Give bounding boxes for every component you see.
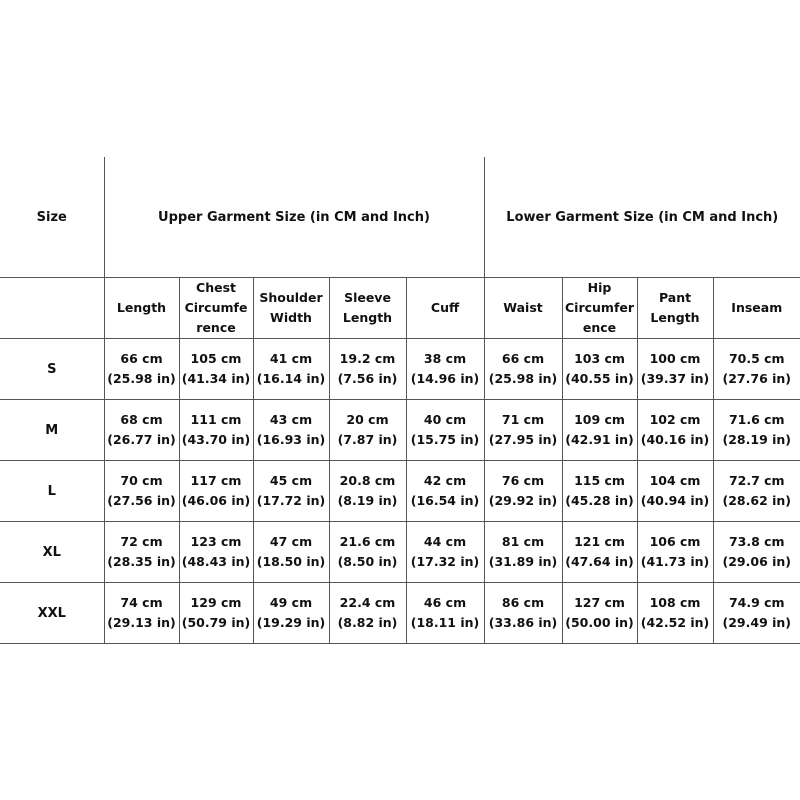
measurement-in: (17.72 in): [256, 493, 326, 508]
measurement-cell: [713, 400, 800, 461]
measurement-in: (46.06 in): [181, 493, 251, 508]
measurement-in: (33.86 in): [488, 615, 558, 630]
measurement-cm: 49 cm: [269, 595, 313, 610]
measurement-in: (25.98 in): [107, 371, 176, 386]
measurement-cell: [406, 583, 484, 644]
column-header-line: rence: [196, 320, 236, 335]
column-header-line: Width: [270, 310, 312, 325]
measurement-in: (41.34 in): [181, 371, 251, 386]
measurement-cell: [713, 583, 800, 644]
measurement-cell: [179, 461, 253, 522]
measurement-in: (15.75 in): [410, 432, 480, 447]
column-header-line: Length: [650, 310, 700, 325]
column-header-line: Pant: [658, 290, 692, 305]
measurement-cell: [637, 522, 713, 583]
table-row: [0, 583, 800, 644]
column-header: [104, 278, 179, 339]
measurement-cm: 105 cm: [190, 351, 242, 366]
measurement-cm: 43 cm: [269, 412, 313, 427]
measurement-in: (28.19 in): [722, 432, 792, 447]
measurement-cell: [484, 522, 562, 583]
measurement-cm: 41 cm: [269, 351, 313, 366]
size-header-spacer: [0, 278, 104, 339]
measurement-cm: 47 cm: [269, 534, 313, 549]
measurement-cm: 38 cm: [423, 351, 467, 366]
measurement-cell: [713, 461, 800, 522]
measurement-in: (29.49 in): [722, 615, 792, 630]
measurement-cell: [253, 583, 329, 644]
measurement-cm: 21.6 cm: [339, 534, 396, 549]
measurement-cm: 108 cm: [649, 595, 701, 610]
table-row: [0, 522, 800, 583]
measurement-cell: [637, 583, 713, 644]
measurement-cm: 129 cm: [190, 595, 242, 610]
measurement-in: (29.06 in): [722, 554, 792, 569]
measurement-cm: 102 cm: [649, 412, 701, 427]
measurement-cell: [562, 461, 637, 522]
measurement-in: (26.77 in): [107, 432, 176, 447]
measurement-cm: 72.7 cm: [728, 473, 785, 488]
group-header-row: [0, 157, 800, 278]
measurement-cm: 20 cm: [346, 412, 389, 427]
measurement-cm: 46 cm: [423, 595, 467, 610]
measurement-in: (8.50 in): [337, 554, 398, 569]
column-header: [637, 278, 713, 339]
column-header-line: Sleeve: [344, 290, 391, 305]
measurement-cell: [253, 522, 329, 583]
measurement-cm: 81 cm: [501, 534, 545, 549]
measurement-cell: [253, 400, 329, 461]
measurement-cell: [329, 339, 406, 400]
measurement-in: (40.94 in): [640, 493, 710, 508]
measurement-cell: [104, 583, 179, 644]
measurement-cm: 127 cm: [574, 595, 625, 610]
size-cell: [0, 339, 104, 400]
measurement-in: (28.62 in): [722, 493, 792, 508]
measurement-cell: [179, 522, 253, 583]
column-header-line: Waist: [503, 300, 543, 315]
size-column-header: [0, 157, 104, 278]
column-header-line: Circumfe: [184, 300, 248, 315]
measurement-cm: 70 cm: [120, 473, 163, 488]
measurement-cm: 109 cm: [574, 412, 625, 427]
measurement-in: (16.93 in): [256, 432, 326, 447]
column-header: [179, 278, 253, 339]
measurement-cm: 121 cm: [574, 534, 625, 549]
measurement-cell: [104, 339, 179, 400]
measurement-cm: 71.6 cm: [728, 412, 785, 427]
measurement-cell: [484, 461, 562, 522]
measurement-cell: [562, 339, 637, 400]
measurement-cm: 73.8 cm: [728, 534, 785, 549]
measurement-in: (28.35 in): [107, 554, 176, 569]
measurement-cell: [253, 461, 329, 522]
measurement-in: (41.73 in): [640, 554, 710, 569]
measurement-cm: 45 cm: [269, 473, 313, 488]
measurement-cm: 115 cm: [574, 473, 625, 488]
measurement-in: (27.76 in): [722, 371, 792, 386]
measurement-cell: [104, 400, 179, 461]
measurement-in: (42.52 in): [640, 615, 710, 630]
lower-garment-group-header: [484, 157, 800, 278]
measurement-cell: [562, 400, 637, 461]
measurement-cell: [484, 583, 562, 644]
measurement-cell: [713, 522, 800, 583]
measurement-cell: [179, 400, 253, 461]
measurement-cell: [637, 461, 713, 522]
measurement-in: (18.50 in): [256, 554, 326, 569]
column-header: [406, 278, 484, 339]
size-value: XL: [42, 544, 61, 560]
size-value: S: [47, 361, 57, 377]
measurement-cm: 106 cm: [649, 534, 701, 549]
measurement-in: (43.70 in): [181, 432, 251, 447]
measurement-cell: [484, 400, 562, 461]
measurement-in: (50.00 in): [565, 615, 634, 630]
measurement-in: (14.96 in): [410, 371, 480, 386]
size-header-label: Size: [36, 209, 67, 225]
column-header: [713, 278, 800, 339]
measurement-in: (18.11 in): [410, 615, 480, 630]
measurement-cell: [104, 522, 179, 583]
column-header: [484, 278, 562, 339]
measurement-in: (29.13 in): [107, 615, 176, 630]
measurement-cell: [637, 400, 713, 461]
measurement-cm: 111 cm: [190, 412, 242, 427]
measurement-in: (7.56 in): [337, 371, 398, 386]
column-header-line: Cuff: [430, 300, 460, 315]
measurement-cell: [713, 339, 800, 400]
size-cell: [0, 522, 104, 583]
measurement-cell: [329, 522, 406, 583]
measurement-cm: 44 cm: [423, 534, 467, 549]
measurement-in: (42.91 in): [565, 432, 634, 447]
measurement-cm: 100 cm: [649, 351, 701, 366]
measurement-cell: [179, 339, 253, 400]
size-cell: [0, 583, 104, 644]
measurement-in: (8.82 in): [337, 615, 398, 630]
measurement-cm: 74 cm: [120, 595, 163, 610]
measurement-cell: [562, 522, 637, 583]
measurement-in: (40.16 in): [640, 432, 710, 447]
measurement-cm: 74.9 cm: [728, 595, 785, 610]
upper-garment-title: Upper Garment Size (in CM and Inch): [158, 209, 430, 225]
measurement-in: (45.28 in): [565, 493, 634, 508]
column-header-row: [0, 278, 800, 339]
measurement-in: (40.55 in): [565, 371, 634, 386]
lower-garment-title: Lower Garment Size (in CM and Inch): [506, 209, 779, 225]
measurement-cm: 117 cm: [190, 473, 242, 488]
measurement-in: (7.87 in): [337, 432, 398, 447]
column-header-line: Circumfer: [564, 300, 635, 315]
measurement-cm: 104 cm: [649, 473, 701, 488]
measurement-cm: 123 cm: [190, 534, 242, 549]
measurement-in: (39.37 in): [640, 371, 710, 386]
measurement-cm: 71 cm: [501, 412, 545, 427]
measurement-cell: [406, 339, 484, 400]
measurement-cell: [484, 339, 562, 400]
measurement-in: (16.14 in): [256, 371, 326, 386]
size-value: XXL: [37, 605, 66, 621]
measurement-cm: 86 cm: [501, 595, 545, 610]
measurement-cm: 76 cm: [501, 473, 545, 488]
measurement-cell: [406, 522, 484, 583]
measurement-cm: 103 cm: [574, 351, 625, 366]
column-header-line: ence: [582, 320, 617, 335]
measurement-cm: 66 cm: [120, 351, 163, 366]
measurement-in: (16.54 in): [410, 493, 480, 508]
column-header-line: Length: [116, 300, 167, 315]
size-value: M: [45, 422, 59, 438]
measurement-in: (27.95 in): [488, 432, 558, 447]
column-header-line: Inseam: [731, 300, 783, 315]
table-row: [0, 461, 800, 522]
measurement-cm: 42 cm: [423, 473, 467, 488]
size-value: L: [47, 483, 56, 499]
upper-garment-group-header: [104, 157, 484, 278]
measurement-in: (17.32 in): [410, 554, 480, 569]
measurement-in: (48.43 in): [181, 554, 251, 569]
measurement-cell: [562, 583, 637, 644]
size-cell: [0, 461, 104, 522]
measurement-cell: [637, 339, 713, 400]
column-header-line: Length: [342, 310, 393, 325]
measurement-cm: 19.2 cm: [339, 351, 396, 366]
measurement-cell: [329, 400, 406, 461]
column-header-line: Shoulder: [259, 290, 323, 305]
size-chart-table: [0, 157, 800, 644]
table-row: [0, 339, 800, 400]
measurement-in: (8.19 in): [337, 493, 398, 508]
measurement-cm: 68 cm: [120, 412, 163, 427]
size-cell: [0, 400, 104, 461]
measurement-cell: [329, 461, 406, 522]
measurement-cm: 66 cm: [501, 351, 545, 366]
measurement-cm: 70.5 cm: [728, 351, 785, 366]
table-row: [0, 400, 800, 461]
measurement-cm: 40 cm: [423, 412, 467, 427]
measurement-cm: 72 cm: [120, 534, 163, 549]
measurement-in: (25.98 in): [488, 371, 558, 386]
measurement-in: (47.64 in): [565, 554, 634, 569]
measurement-cell: [406, 400, 484, 461]
measurement-in: (19.29 in): [256, 615, 326, 630]
measurement-in: (31.89 in): [488, 554, 558, 569]
column-header: [329, 278, 406, 339]
measurement-cm: 22.4 cm: [339, 595, 396, 610]
measurement-cell: [104, 461, 179, 522]
measurement-in: (50.79 in): [181, 615, 251, 630]
measurement-cell: [179, 583, 253, 644]
measurement-cell: [406, 461, 484, 522]
measurement-in: (29.92 in): [488, 493, 558, 508]
column-header: [253, 278, 329, 339]
measurement-cell: [329, 583, 406, 644]
measurement-cell: [253, 339, 329, 400]
column-header-line: Hip: [587, 280, 612, 295]
column-header-line: Chest: [196, 280, 236, 295]
column-header: [562, 278, 637, 339]
measurement-cm: 20.8 cm: [339, 473, 396, 488]
measurement-in: (27.56 in): [107, 493, 176, 508]
